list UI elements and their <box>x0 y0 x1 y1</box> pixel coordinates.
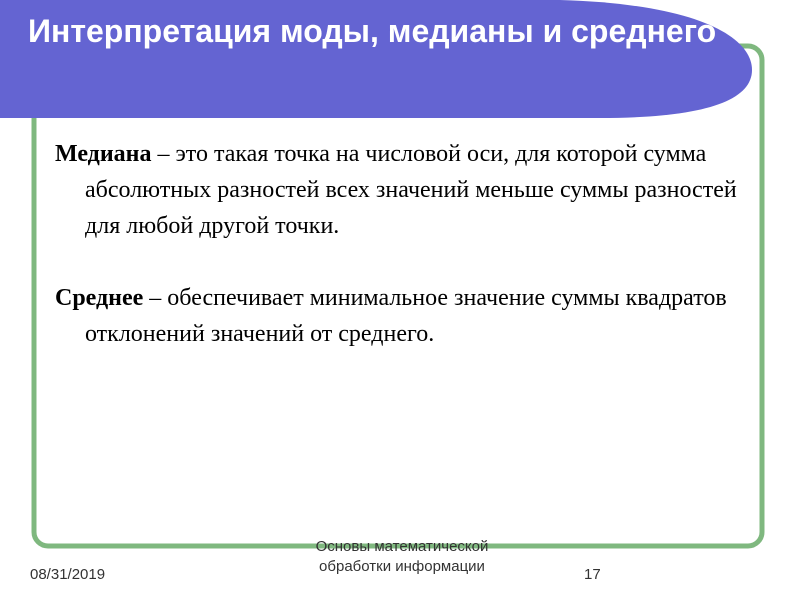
slide-title: Интерпретация моды, медианы и среднего <box>28 13 717 49</box>
footer-course-title: Основы математической обработки информации <box>315 538 489 575</box>
median-text: – это такая точка на числовой оси, для которой сумма абсолютных разностей всех значений меньше суммы разностей для любой другой точки. <box>85 141 737 239</box>
median-definition <box>55 136 745 244</box>
footer-page-number: 17 <box>584 566 601 583</box>
footer-date: 08/31/2019 <box>30 566 106 583</box>
slide-body <box>55 136 745 352</box>
term-median: Медиана <box>55 141 152 167</box>
mean-text: – обеспечивает минимальное значение суммы квадратов отклонений значений от среднего. <box>85 285 727 347</box>
term-mean: Среднее <box>55 285 144 311</box>
mean-definition <box>55 280 745 352</box>
